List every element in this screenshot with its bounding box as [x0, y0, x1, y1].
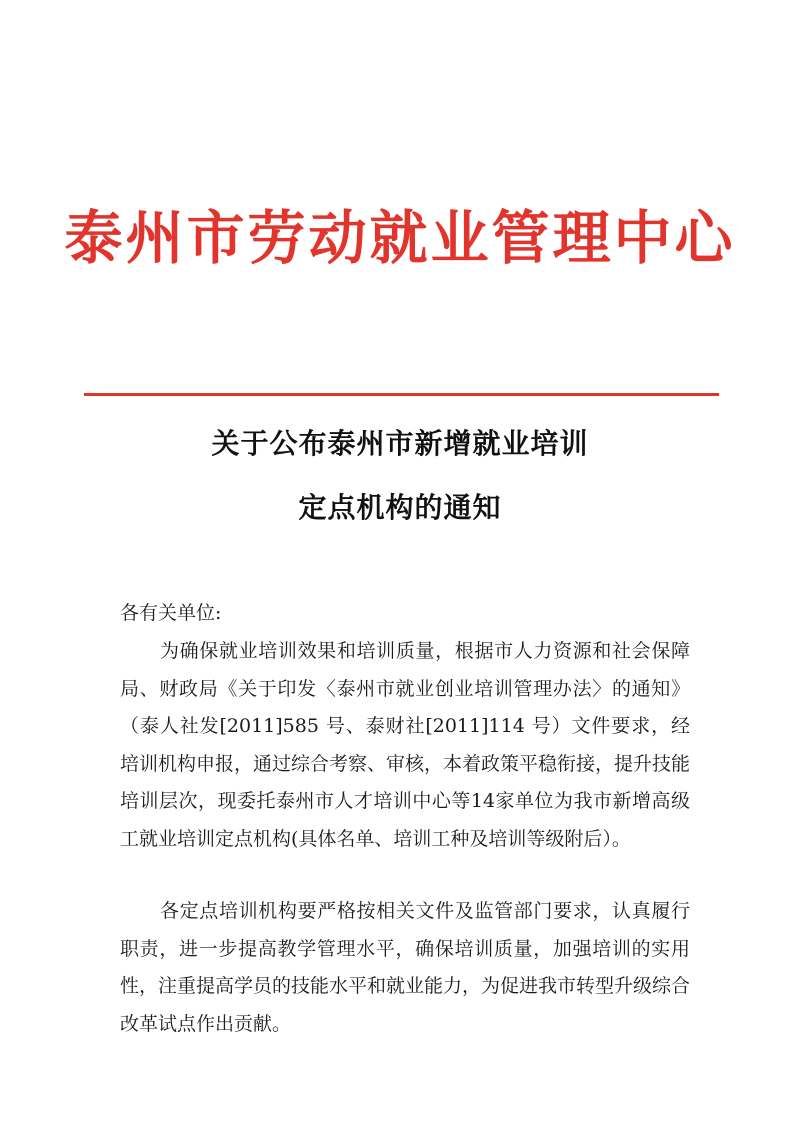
body-paragraph-1: 为确保就业培训效果和培训质量，根据市人力资源和社会保障局、财政局《关于印发〈泰州市就业创业培训管理办法〉的通知》（泰人社发[2011]585 号、泰财社[2011]114 号）文件要求，经培训机构申报，通过综合考察、审核，本着政策平稳衔接，提升技能培训层次，现委托泰州市人才培训中心等14家单位为我市新增高级工就业培训定点机构(具体名单、培训工种及培训等级附后）。	[120, 640, 691, 850]
red-divider-line	[84, 393, 719, 396]
body-paragraph-2: 各定点培训机构要严格按相关文件及监管部门要求，认真履行职责，进一步提高教学管理水平，确保培训质量，加强培训的实用性，注重提高学员的技能水平和就业能力，为促进我市转型升级综合改革试点作出贡献。	[120, 900, 691, 1035]
document-title-line-1: 关于公布泰州市新增就业培训	[211, 427, 589, 460]
document-title-line-2: 定点机构的通知	[298, 491, 502, 524]
salutation: 各有关单位:	[120, 602, 222, 624]
organization-header: 泰州市劳动就业管理中心	[64, 204, 736, 272]
